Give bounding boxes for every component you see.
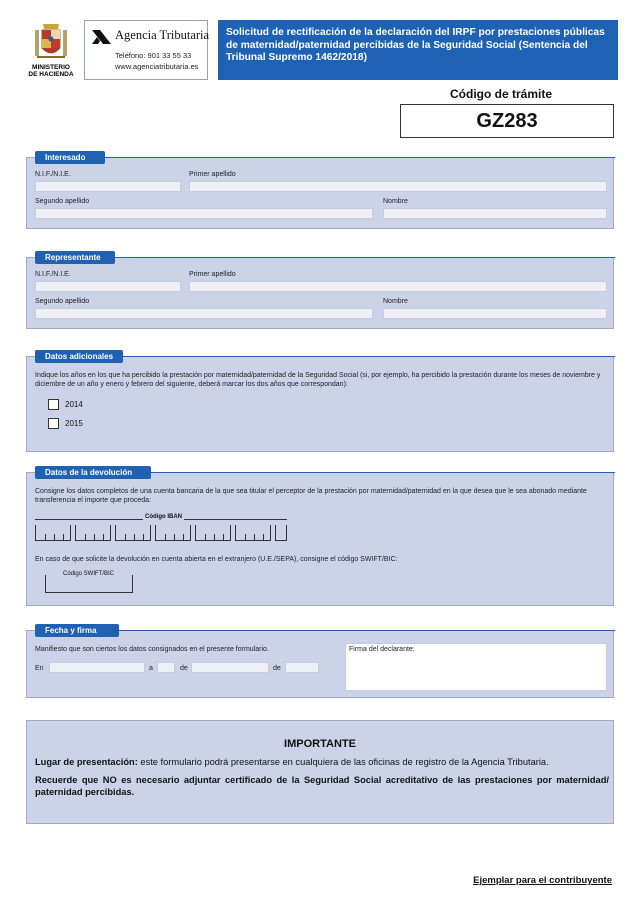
tab-fecha-firma: Fecha y firma — [35, 624, 119, 637]
section-datos-devolucion — [26, 468, 614, 606]
year-2015-label: 2015 — [65, 419, 83, 428]
nombre-label: Nombre — [383, 198, 408, 205]
important-notice — [26, 720, 614, 824]
primer-apellido-input[interactable] — [189, 181, 607, 192]
signature-box[interactable] — [345, 643, 607, 691]
years-instruction: Indique los años en los que ha percibido la prestación por maternidad/paternidad de la Seguridad Social (si, por ejemplo, ha percibido la prestación durante los meses de noviembre y diciembre de un año y enero y febrero del siguiente, deberá marcar los dos años que correspondan): — [35, 372, 601, 388]
swift-label: Código SWIFT/BIC — [63, 571, 115, 577]
agency-name: Agencia Tributaria — [115, 28, 210, 42]
en-label: En — [35, 665, 44, 672]
de-label-1: de — [180, 665, 188, 672]
nombre-label: Nombre — [383, 298, 408, 305]
a-label: a — [149, 665, 153, 672]
section-datos-adicionales — [26, 352, 614, 452]
swift-instruction: En caso de que solicite la devolución en cuenta abierta en el extranjero (U.E./SEPA), consigne el código SWIFT/BIC: — [35, 556, 398, 563]
form-title: Solicitud de rectificación de la declaración del IRPF por prestaciones públicas de maternidad/paternidad percibidas de la Seguridad Social (Sentencia del Tribunal Supremo 1462/2018) — [218, 20, 618, 80]
year-2015-checkbox[interactable] — [48, 418, 59, 429]
coat-of-arms-icon — [33, 20, 69, 62]
iban-group-7[interactable] — [275, 525, 287, 541]
firma-label: Firma del declarante: — [349, 646, 415, 653]
year-input[interactable] — [285, 662, 319, 673]
tramite-code: GZ283 — [400, 104, 614, 138]
segundo-apellido-input[interactable] — [35, 208, 373, 219]
month-input[interactable] — [191, 662, 269, 673]
tab-interesado: Interesado — [35, 151, 105, 164]
iban-instruction: Consigne los datos completos de una cuenta bancaria de la que sea titular el perceptor de la prestación por maternidad/paternidad en la que desea que le sea abonado mediante transferencia el importe que proceda: — [35, 488, 587, 504]
lugar-presentacion — [35, 757, 549, 767]
section-interesado — [26, 153, 614, 229]
section-representante — [26, 253, 614, 329]
segundo-apellido-label: Segundo apellido — [35, 298, 90, 305]
tab-line — [123, 356, 615, 357]
tramite-label: Código de trámite — [450, 87, 553, 101]
iban-group-4[interactable] — [155, 525, 191, 541]
ministry-logo — [20, 20, 82, 80]
tab-line — [119, 630, 615, 631]
iban-group-1[interactable] — [35, 525, 71, 541]
agency-logo-icon — [91, 27, 113, 47]
iban-label: Código IBAN — [145, 514, 182, 520]
iban-group-6[interactable] — [235, 525, 271, 541]
lugar-text: este formulario podrá presentarse en cualquiera de las oficinas de registro de la Agencia Tributaria. — [137, 757, 549, 767]
segundo-apellido-input[interactable] — [35, 308, 373, 319]
iban-group-5[interactable] — [195, 525, 231, 541]
year-2014-label: 2014 — [65, 400, 83, 409]
nif-input[interactable] — [35, 181, 181, 192]
segundo-apellido-label: Segundo apellido — [35, 198, 90, 205]
nif-label: N.I.F./N.I.E. — [35, 271, 71, 278]
agency-phone: Teléfono: 901 33 55 33 — [115, 51, 192, 60]
tab-line — [105, 157, 615, 158]
de-label-2: de — [273, 665, 281, 672]
day-input[interactable] — [157, 662, 175, 673]
nif-label: N.I.F./N.I.E. — [35, 171, 71, 178]
year-2014-checkbox[interactable] — [48, 399, 59, 410]
tab-line — [115, 257, 615, 258]
recuerde-text: Recuerde que NO es necesario adjuntar certificado de la Seguridad Social acreditativo de las prestaciones por maternidad/ paternidad percibidas. — [35, 775, 609, 797]
primer-apellido-label: Primer apellido — [189, 171, 236, 178]
place-input[interactable] — [49, 662, 145, 673]
tab-representante: Representante — [35, 251, 115, 264]
section-fecha-firma — [26, 626, 614, 698]
nombre-input[interactable] — [383, 208, 607, 219]
lugar-bold: Lugar de presentación: — [35, 757, 138, 767]
iban-group-3[interactable] — [115, 525, 151, 541]
nif-input[interactable] — [35, 281, 181, 292]
nombre-input[interactable] — [383, 308, 607, 319]
primer-apellido-label: Primer apellido — [189, 271, 236, 278]
iban-group-2[interactable] — [75, 525, 111, 541]
important-title: IMPORTANTE — [284, 738, 356, 750]
statement-text: Manifiesto que son ciertos los datos consignados en el presente formulario. — [35, 646, 269, 653]
copy-label: Ejemplar para el contribuyente — [473, 875, 612, 886]
agency-contact-box — [84, 20, 208, 80]
ministry-name: MINISTERIO DE HACIENDA — [28, 64, 74, 78]
agency-website: www.agenciatributaria.es — [115, 62, 199, 71]
tab-datos-adicionales: Datos adicionales — [35, 350, 123, 363]
primer-apellido-input[interactable] — [189, 281, 607, 292]
tab-line — [151, 472, 615, 473]
swift-input[interactable] — [45, 575, 133, 593]
tab-datos-devolucion: Datos de la devolución — [35, 466, 151, 479]
